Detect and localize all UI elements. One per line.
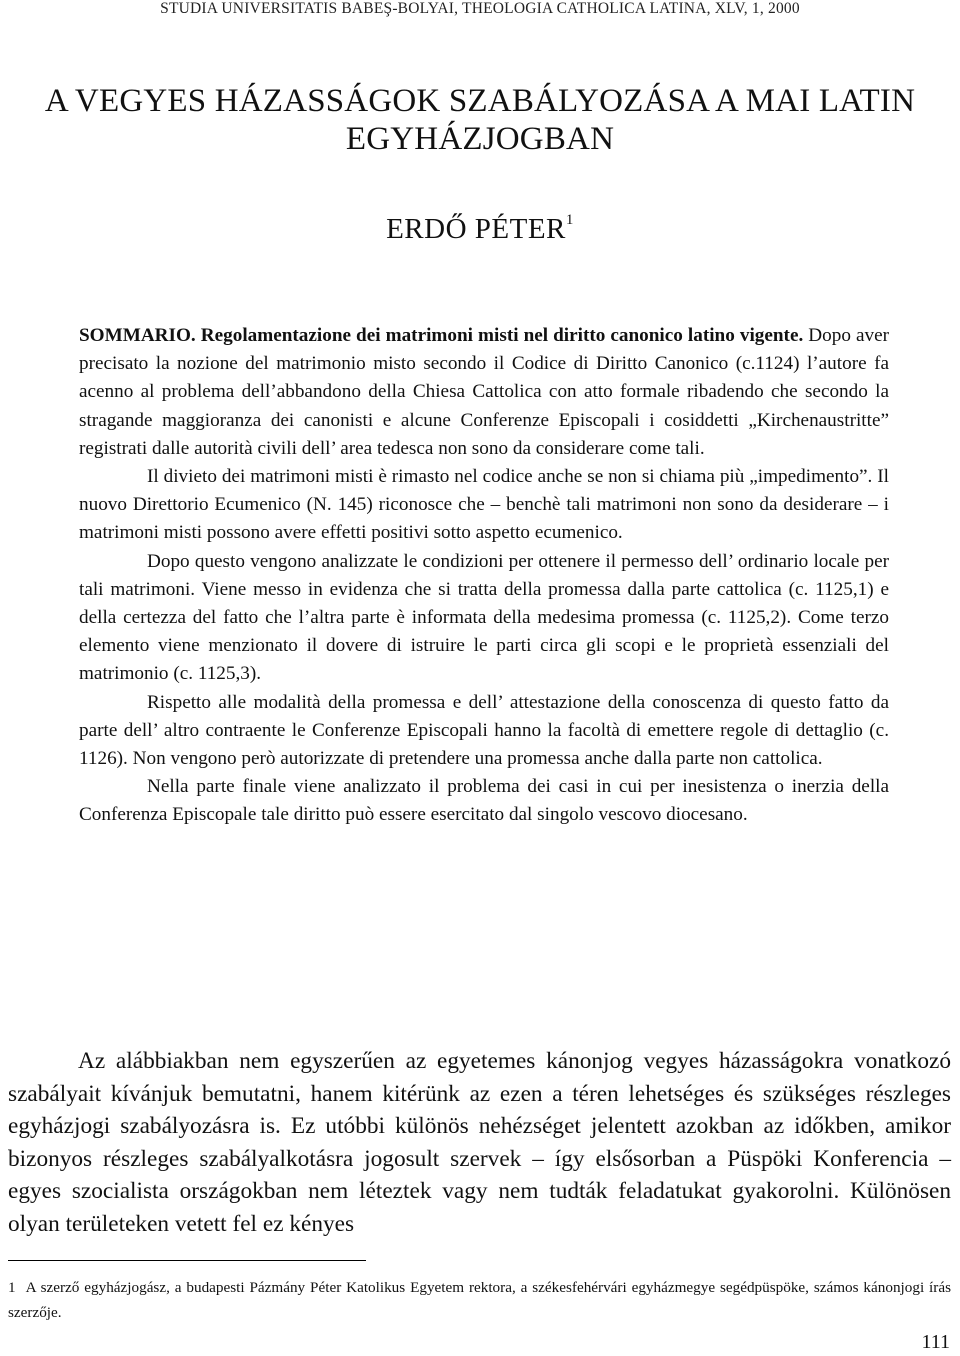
footnote-mark: 1 xyxy=(8,1279,16,1296)
article-title: A VEGYES HÁZASSÁGOK SZABÁLYOZÁSA A MAI LATIN EGYHÁZJOGBAN xyxy=(44,83,916,157)
abstract-p1-text: Dopo aver precisato la nozione del matrimonio misto secondo il Codice di Diritto Canonico (c.1124) l’autore fa acenno al problema dell’abbandono della Chiesa Cattolica con atto formale ribadendo che secondo la stragande maggioranza dei canonisti e alcune Conferenze Episcopali i cosiddetti „Kirchenaustritte” registrati dalle autorità civili dell’ area tedesca non sono da considerare come tali. xyxy=(79,325,889,459)
author-name: ERDŐ PÉTER xyxy=(386,213,566,245)
abstract-paragraph-1 xyxy=(79,322,889,463)
abstract-paragraph-5: Nella parte finale viene analizzato il problema dei casi in cui per inesistenza o inerzia della Conferenza Episcopale tale diritto può essere esercitato dal singolo vescovo diocesano. xyxy=(79,776,889,826)
body-paragraph-1: Az alábbiakban nem egyszerűen az egyetemes kánonjog vegyes házasságokra vonatkozó szabályait kívánjuk bemutatni, hanem kitérünk az ezen a téren lehetséges és szükséges részleges egyházjogi szabályozásra is. Ez utóbbi különös nehézséget jelentett azokban az időkben, amikor bizonyos részleges szabályalkotásra jogosult szervek – így elsősorban a Püspöki Konferencia – egyes szocialista országokban nem léteztek vagy nem tudták feladatukat gyakorolni. Különösen olyan területeken vetett fel ez kényes xyxy=(8,1048,951,1237)
footnote xyxy=(8,1275,951,1325)
author-footnote-ref: 1 xyxy=(565,212,574,229)
page-number: 111 xyxy=(921,1331,950,1353)
author-line xyxy=(0,213,960,246)
abstract-paragraph-2: Il divieto dei matrimoni misti è rimasto nel codice anche se non si chiama più „impedimento”. Il nuovo Direttorio Ecumenico (N. 145) riconosce che – benchè tali matrimoni non sono da desiderare – i matrimoni misti possono avere effetti positivi sotto aspetto ecumenico. xyxy=(79,466,889,544)
footnote-divider xyxy=(8,1260,366,1261)
running-head: STUDIA UNIVERSITATIS BABEŞ-BOLYAI, THEOLOGIA CATHOLICA LATINA, XLV, 1, 2000 xyxy=(160,0,800,17)
abstract-lead: SOMMARIO. Regolamentazione dei matrimoni misti nel diritto canonico latino vigente. xyxy=(79,325,804,346)
abstract-paragraph-3: Dopo questo vengono analizzate le condizioni per ottenere il permesso dell’ ordinario locale per tali matrimoni. Viene messo in evidenza che si tratta della promessa dalla parte cattolica (c. 1125,1) e della certezza del fatto che l’altra parte è informata della medesima promessa (c. 1125,2). Come terzo elemento viene menzionato il dovere di istruire le parti circa gli scopi e le proprietà essenziali del matrimonio (c. 1125,3). xyxy=(79,550,889,685)
abstract xyxy=(79,322,889,830)
footnote-text: A szerző egyházjogász, a budapesti Pázmány Péter Katolikus Egyetem rektora, a székesfehérvári egyházmegye segédpüspöke, számos kánonjogi írás szerzője. xyxy=(8,1279,951,1321)
abstract-paragraph-4: Rispetto alle modalità della promessa e dell’ attestazione della conoscenza di questo fatto da parte dell’ altro contraente le Conferenze Episcopali hanno la facoltà di emettere regole di dettaglio (c. 1126). Non vengono però autorizzate di pretendere una promessa anche dalla parte non cattolica. xyxy=(79,691,889,770)
body-text xyxy=(8,1045,951,1241)
